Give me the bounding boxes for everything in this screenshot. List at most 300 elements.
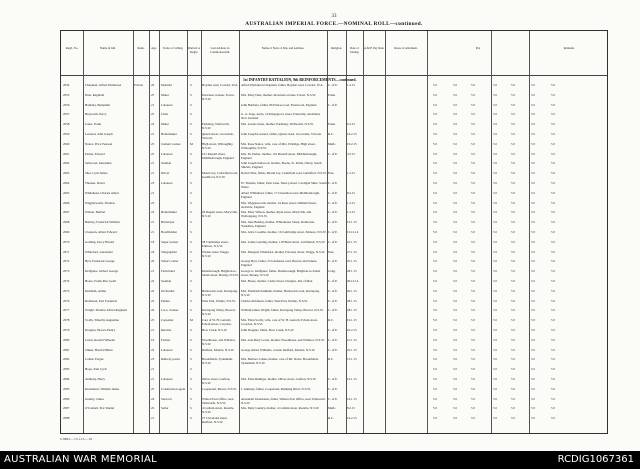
column-header: Religion. xyxy=(330,47,343,50)
cell-pay: 5 0 xyxy=(453,249,457,254)
cell-kin: Mrs. M. Parker, mother, 101 Russell street, Middlesbrough, England xyxy=(241,151,317,160)
cell-pay: 5 0 xyxy=(551,122,555,127)
cell-name: Tinker, Harold Hilton xyxy=(85,347,113,352)
cell-addr: Mount Joy, Cedarfield road, Guildford, N.S.W. xyxy=(202,171,238,180)
table-row xyxy=(61,250,609,258)
cell-pay: 5 0 xyxy=(433,318,437,323)
table-row xyxy=(61,269,609,277)
cell-pay: 5 0 xyxy=(453,386,457,391)
cell-pay: 5 0 xyxy=(471,83,475,87)
nominal-roll-sheet xyxy=(60,14,608,444)
cell-pay: 5 0 xyxy=(511,132,515,136)
table-row xyxy=(61,367,609,375)
cell-ms: S xyxy=(190,416,192,421)
cell-age: 25 xyxy=(151,92,155,97)
cell-date: 19.2.15 xyxy=(347,141,357,146)
cell-kin: Mrs. Lizzie Golding, mother, 118 Bond street, Leichhardt, N.S.W. xyxy=(241,239,326,244)
table-row xyxy=(61,181,609,189)
cell-pay: 5 0 xyxy=(551,416,555,421)
column-header: Rank. xyxy=(137,47,145,50)
column-header: A.M.F. Pay Rate xyxy=(363,47,384,50)
cell-pay: 5 0 xyxy=(471,220,475,225)
cell-pay: 5 0 xyxy=(493,92,497,97)
page-title: AUSTRALIAN IMPERIAL FORCE.—NOMINAL ROLL—continued. xyxy=(245,21,423,27)
cell-kin: G. A. Topp, uncle, 10 Kingsgrove street, Ponsonby, Auckland, New Zealand xyxy=(241,112,321,121)
cell-date: 28.1.15 xyxy=(347,308,357,313)
cell-no: 2058 xyxy=(63,122,70,127)
cell-addr: Redfern, Mosbie, N.S.W. xyxy=(202,347,235,352)
cell-pay: 5 0 xyxy=(551,239,555,244)
cell-age: 21 xyxy=(151,161,155,166)
cell-date: 16.1.15 xyxy=(347,396,357,401)
cell-rel: Pres. xyxy=(328,171,335,176)
cell-name: Hanbury, Benjamin xyxy=(85,102,110,107)
cell-no: 2088 xyxy=(63,416,70,421)
cell-pay: 5 0 xyxy=(453,308,457,313)
cell-addr: West End, Ultimo, N.S.W. xyxy=(202,298,236,303)
cell-date: 25.1.15 xyxy=(347,259,357,264)
cell-rel: C. of E. xyxy=(328,181,338,185)
column-header: Date of Joining. xyxy=(349,47,360,54)
cell-rel: R.C. xyxy=(328,357,334,362)
cell-no: 2077 xyxy=(63,308,70,313)
cell-trade: Tailor's cutter xyxy=(161,259,179,264)
cell-addr: Woodhouse, and Windsor, N.S.W. xyxy=(202,337,236,346)
archive-reference: RCDIG1067361 xyxy=(557,454,634,465)
cell-no: 2060 xyxy=(63,141,70,146)
cell-addr: Cooperaud, Morea, N.S.W. xyxy=(202,386,237,391)
cell-pay: 5 0 xyxy=(471,181,475,185)
cell-ms: S xyxy=(190,328,192,332)
cell-pay: 5 0 xyxy=(453,200,457,205)
cell-pay: 5 0 xyxy=(551,230,555,234)
cell-ms: S xyxy=(190,386,192,391)
cell-pay: 5 0 xyxy=(493,181,497,185)
table-row xyxy=(61,93,609,101)
cell-trade: Clerk xyxy=(161,112,169,117)
column-header: Rates of Allotment. xyxy=(394,47,418,50)
cell-pay: 5 0 xyxy=(453,220,457,225)
cell-date: 22.1.15 xyxy=(347,347,357,352)
cell-pay: 5 0 xyxy=(511,318,515,323)
cell-no: 2075 xyxy=(63,288,70,293)
cell-pay: 5 0 xyxy=(453,83,457,87)
cell-age: 26 xyxy=(151,83,155,87)
cell-ms: S xyxy=(190,249,192,254)
cell-pay: 5 0 xyxy=(433,122,437,127)
cell-pay: 5 0 xyxy=(551,259,555,264)
cell-addr: Dunsborough, Brighton-le-Sands street, Botany, N.S.W. xyxy=(202,269,239,278)
cell-addr: Bow Creek, N.S.W. xyxy=(202,328,228,332)
cell-pay: 5 0 xyxy=(531,102,535,107)
cell-trade: Labourer xyxy=(161,181,173,185)
cell-pay: 5 0 xyxy=(433,269,437,274)
cell-no: 2066 xyxy=(63,200,70,205)
cell-pay: 5 0 xyxy=(471,416,475,421)
cell-no: 2069 xyxy=(63,230,70,234)
cell-pay: 5 0 xyxy=(551,220,555,225)
cell-pay: 5 0 xyxy=(471,132,475,136)
cell-pay: 5 0 xyxy=(531,112,535,117)
cell-pay: 5 0 xyxy=(531,259,535,264)
cell-pay: 5 0 xyxy=(433,328,437,332)
cell-kin: George Albert Williams, cousin, Redfern, Mosbie, N.S.W. xyxy=(241,347,316,352)
cell-pay: 5 0 xyxy=(471,112,475,117)
cell-pay: 5 0 xyxy=(551,357,555,362)
cell-date: 3.2.15 xyxy=(347,151,355,156)
cell-pay: 5 0 xyxy=(471,259,475,264)
cell-ms: S xyxy=(190,377,192,381)
print-footnote: C.8693.—15.1.15.—18 xyxy=(60,437,92,441)
cell-pay: 5 0 xyxy=(493,239,497,244)
cell-name: Wright, Thomas Alfred Reginald xyxy=(85,308,127,313)
cell-rel: C. of E. xyxy=(328,190,338,195)
cell-age: 23 xyxy=(151,200,155,205)
cell-pay: 5 0 xyxy=(471,386,475,391)
cell-pay: 5 0 xyxy=(471,269,475,274)
cell-rel: C. of E. xyxy=(328,288,338,293)
page-number: 33 xyxy=(331,14,337,19)
cell-no: 2082 xyxy=(63,357,70,362)
cell-kin: Mrs. Ada Mary Lewis, mother, Woodhouse, and Windsor, N.S.W. xyxy=(241,337,325,342)
cell-kin: Alexander Donaldson, father, Winton Post Office, near Tamworth, N.S.W. xyxy=(241,396,326,405)
table-row xyxy=(61,397,609,405)
cell-name: Scally, Timothy Augustine xyxy=(85,318,119,323)
cell-addr: Inverness avenue, Forest, N.S.W. xyxy=(202,92,235,101)
cell-pay: 5 0 xyxy=(453,288,457,293)
cell-age: 21 xyxy=(151,190,155,195)
cell-date: 21.1.15 xyxy=(347,337,357,342)
cell-pay: 5 0 xyxy=(531,416,535,421)
cell-no: 2081 xyxy=(63,347,70,352)
cell-date: 22.2.15 xyxy=(347,328,357,332)
cell-pay: 5 0 xyxy=(471,210,475,215)
cell-pay: 5 0 xyxy=(471,200,475,205)
table-row xyxy=(61,279,609,287)
cell-pay: 5 0 xyxy=(551,377,555,381)
cell-kin: Mrs. Elizabeth Kirkham, mother, Brunswick road, Kurrajong, N.S.W. xyxy=(241,288,320,297)
cell-pay: 5 0 xyxy=(531,298,535,303)
cell-age: 21 xyxy=(151,367,155,372)
cell-age: 24 xyxy=(151,249,155,254)
cell-name: Dale, Reginald xyxy=(85,92,105,97)
table-row xyxy=(61,83,609,91)
cell-pay: 5 0 xyxy=(551,328,555,332)
cell-pay: 5 0 xyxy=(433,161,437,166)
cell-pay: 5 0 xyxy=(493,151,497,156)
cell-pay: 5 0 xyxy=(433,83,437,87)
cell-pay: 5 0 xyxy=(453,377,457,381)
cell-ms: S xyxy=(190,337,192,342)
cell-rel: R.C. xyxy=(328,416,334,421)
cell-pay: 5 0 xyxy=(493,298,497,303)
cell-pay: 5 0 xyxy=(551,92,555,97)
cell-pay: 5 0 xyxy=(471,279,475,283)
cell-age: 23 xyxy=(151,357,155,362)
cell-trade: Sailor xyxy=(161,406,169,411)
cell-pay: 5 0 xyxy=(493,161,497,166)
cell-pay: 5 0 xyxy=(453,210,457,215)
cell-rel: C. of E. xyxy=(328,308,338,313)
cell-addr: Brookfields, Sydenham, N.S.W. xyxy=(202,357,233,366)
cell-pay: 5 0 xyxy=(471,102,475,107)
cell-kin: John Joseph Leonard, father, Queen street, Grovedale, Victoria xyxy=(241,132,322,136)
cell-ms: M xyxy=(190,141,193,146)
cell-age: 23 xyxy=(151,318,155,323)
cell-kin: Robert Sher, father, Mount Joy, Cedarfield road, Guildford, N.S.W. xyxy=(241,171,327,176)
cell-kin: George Byrt, father, 23 Gladstone road, Barrow-in-Furness, England xyxy=(241,259,318,268)
cell-pay: 5 0 xyxy=(471,298,475,303)
table-row xyxy=(61,210,609,218)
cell-pay: 5 0 xyxy=(531,288,535,293)
cell-pay: 5 0 xyxy=(433,367,437,372)
cell-age: 23 xyxy=(151,181,155,185)
cell-no: 2074 xyxy=(63,279,70,283)
cell-age: 21 xyxy=(151,328,155,332)
cell-name: Kirkham, Arthur xyxy=(85,288,107,293)
cell-pay: 5 0 xyxy=(453,328,457,332)
cell-age: 21 xyxy=(151,230,155,234)
cell-pay: 5 0 xyxy=(433,377,437,381)
cell-pay: 5 0 xyxy=(493,328,497,332)
archive-name: AUSTRALIAN WAR MEMORIAL xyxy=(4,454,157,465)
cell-pay: 5 0 xyxy=(511,386,515,391)
cell-addr: 27 Cleveland street, Redfern, N.S.W. xyxy=(202,416,228,425)
cell-pay: 5 0 xyxy=(511,220,515,225)
cell-date: 19.1.15 xyxy=(347,318,357,323)
cell-rel: C. of E. xyxy=(328,151,338,156)
cell-pay: 5 0 xyxy=(493,220,497,225)
cell-pay: 5 0 xyxy=(511,239,515,244)
cell-trade: Farm hand xyxy=(161,269,175,274)
cell-pay: 5 0 xyxy=(551,347,555,352)
cell-ms: S xyxy=(190,122,192,127)
cell-kin: Mrs. Eliza Rudliger, mother, Oliver street, Grafton, N.S.W. xyxy=(241,377,317,381)
table-row xyxy=(61,191,609,199)
table-row xyxy=(61,348,609,356)
cell-pay: 5 0 xyxy=(493,386,497,391)
cell-pay: 5 0 xyxy=(493,279,497,283)
column-header: Pay xyxy=(475,47,481,50)
table-row xyxy=(61,132,609,140)
cell-addr: Queen street, Grovedale, Victoria xyxy=(202,132,234,140)
cell-pay: 5 0 xyxy=(493,122,497,127)
cell-pay: 5 0 xyxy=(453,367,457,372)
cell-trade: Labourer xyxy=(161,102,173,107)
cell-kin: Mrs. Mary Dale, mother, Inverness avenue, Forest, N.S.W. xyxy=(241,92,316,97)
cell-pay: 5 0 xyxy=(531,161,535,166)
cell-no: 2073 xyxy=(63,269,70,274)
cell-name: Robinson, Earl Frederick xyxy=(85,298,118,303)
cell-trade: Loco. cleaner xyxy=(161,308,179,313)
cell-pay: 5 0 xyxy=(551,102,555,107)
cell-ms: S xyxy=(190,367,192,372)
cell-date: 1.2.15 xyxy=(347,83,355,87)
cell-pay: 5 0 xyxy=(453,298,457,303)
cell-pay: 5 0 xyxy=(471,318,475,323)
cell-pay: 5 0 xyxy=(511,377,515,381)
cell-kin: George G. Delfgauw, father, Dunsborough, Brighton-le-Sands street, Botany, N.S.W. xyxy=(241,269,321,278)
cell-pay: 5 0 xyxy=(531,318,535,323)
cell-rel: C. of E. xyxy=(328,396,338,401)
cell-pay: 5 0 xyxy=(551,210,555,215)
column-header: Married or Single. xyxy=(187,47,201,54)
cell-rel: C. of E. xyxy=(328,328,338,332)
cell-name: Wilson, Herbert xyxy=(85,210,106,215)
cell-kin: Mrs. Mary Wilson, mother, Ryde street, Maryville, and Wollongong, N.S.W. xyxy=(241,210,312,219)
cell-pay: 5 0 xyxy=(493,288,497,293)
cell-kin: Albert Whitehead, father, 17 Clarendon road, Middlesbrough, England xyxy=(241,190,320,199)
cell-pay: 5 0 xyxy=(511,396,515,401)
cell-pay: 5 0 xyxy=(471,190,475,195)
cell-date: 15.12.14 xyxy=(347,230,359,234)
cell-pay: 5 0 xyxy=(433,151,437,156)
cell-pay: 5 0 xyxy=(511,92,515,97)
cell-date: 16.2.15 xyxy=(347,132,357,136)
cell-trade: Bricklayer xyxy=(161,220,175,225)
cell-pay: 5 0 xyxy=(551,318,555,323)
table-row xyxy=(61,338,609,346)
cell-pay: 5 0 xyxy=(433,386,437,391)
cell-name: Wigglesworth, Thomas xyxy=(85,200,115,205)
cell-age: 26 xyxy=(151,308,155,313)
cell-pay: 5 0 xyxy=(433,347,437,352)
cell-name: Bentley, Frederick William xyxy=(85,220,120,225)
cell-pay: 5 0 xyxy=(511,406,515,411)
table-row xyxy=(61,142,609,150)
cell-pay: 5 0 xyxy=(551,406,555,411)
cell-no: 2062 xyxy=(63,161,70,166)
cell-addr: 4 Cadlam street, Rozelle, N.S.W. xyxy=(202,406,235,415)
cell-kin: William James Wright, father, Kurrajong Valley, Bowral, N.S.W. xyxy=(241,308,324,313)
cell-name: Lewis, Ronald Wheeler xyxy=(85,337,116,342)
cell-pay: 5 0 xyxy=(433,132,437,136)
cell-name: Sellwood, Alexander xyxy=(85,161,112,166)
cell-name: Whitehead, Charles Albert xyxy=(85,190,119,195)
cell-age: 21 xyxy=(151,171,155,176)
cell-pay: 5 0 xyxy=(471,357,475,362)
cell-rel: C. of E. xyxy=(328,239,338,244)
cell-pay: 5 0 xyxy=(531,337,535,342)
cell-pay: 5 0 xyxy=(531,347,535,352)
column-header: Age. xyxy=(151,47,157,50)
cell-rel: C. of E. xyxy=(328,83,338,87)
cell-pay: 5 0 xyxy=(433,357,437,362)
cell-name: Jones, Frank xyxy=(85,122,102,127)
cell-pay: 5 0 xyxy=(531,220,535,225)
cell-no: 2084 xyxy=(63,377,70,381)
cell-age: 22 xyxy=(151,347,155,352)
cell-date: 29.12.14 xyxy=(347,279,359,283)
cell-pay: 5 0 xyxy=(453,92,457,97)
cell-date: 8.2.15 xyxy=(347,406,355,411)
cell-pay: 5 0 xyxy=(493,416,497,421)
cell-pay: 5 0 xyxy=(433,279,437,283)
cell-addr: Care of W. H. Gartrell, Edwin street, Croydon, xyxy=(202,318,232,327)
cell-rel: C. of E. xyxy=(328,200,338,205)
cell-pay: 5 0 xyxy=(511,367,515,372)
cell-rel: C. of E. xyxy=(328,230,338,234)
cell-ms: S xyxy=(190,83,192,87)
cell-pay: 5 0 xyxy=(433,112,437,117)
cell-addr: Wadde street, Waggs, N.S.W. xyxy=(202,249,230,258)
cell-age: 21 xyxy=(151,102,155,107)
cell-no: 2085 xyxy=(63,386,70,391)
cell-pay: 5 0 xyxy=(511,279,515,283)
cell-date: 22.1.15 xyxy=(347,239,357,244)
cell-trade: Miner xyxy=(161,122,169,127)
cell-trade: Sugar worker xyxy=(161,239,179,244)
cell-pay: 5 0 xyxy=(511,269,515,274)
cell-ms: S xyxy=(190,279,192,283)
cell-addr: 101 Russell street, Middlesbrough, England xyxy=(202,151,234,160)
cell-pay: 5 0 xyxy=(511,328,515,332)
cell-kin: Mrs. Ellen Scally, wife, care of W. H. Gartrell, Edwin street, Croydon, N.S.W. xyxy=(241,318,318,327)
cell-pay: 5 0 xyxy=(433,249,437,254)
cell-ms: S xyxy=(190,269,192,274)
cell-pay: 5 0 xyxy=(531,181,535,185)
cell-name: Cohen, Fergus xyxy=(85,357,104,362)
cell-pay: 5 0 xyxy=(493,406,497,411)
cell-trade: Cement worker xyxy=(161,141,181,146)
cell-date: 1.2.15 xyxy=(347,200,355,205)
cell-pay: 5 0 xyxy=(471,328,475,332)
cell-pay: 5 0 xyxy=(493,367,497,372)
cell-pay: 5 0 xyxy=(493,347,497,352)
cell-ms: S xyxy=(190,406,192,411)
cell-trade: Boilermaker xyxy=(161,132,177,136)
cell-trade: Labourer xyxy=(161,347,173,352)
cell-pay: 5 0 xyxy=(471,92,475,97)
cell-pay: 5 0 xyxy=(453,161,457,166)
cell-pay: 5 0 xyxy=(453,318,457,323)
table-row xyxy=(61,299,609,307)
cell-pay: 5 0 xyxy=(433,200,437,205)
cell-addr: Parkburg, Wellworth, N.S.W. xyxy=(202,122,230,131)
cell-name: Gundry, James xyxy=(85,396,104,401)
cell-trade: Steward xyxy=(161,396,172,401)
cell-date: 1.2.15 xyxy=(347,210,355,215)
cell-trade: Reroller xyxy=(161,328,172,332)
cell-no: 2078 xyxy=(63,318,70,323)
cell-pay: 5 0 xyxy=(531,141,535,146)
cell-pay: 5 0 xyxy=(531,279,535,283)
cell-name: Nance, Price Pearson xyxy=(85,141,113,146)
cell-pay: 5 0 xyxy=(511,298,515,303)
cell-ms: M xyxy=(190,318,193,323)
cell-pay: 5 0 xyxy=(551,181,555,185)
cell-pay: 5 0 xyxy=(551,386,555,391)
cell-pay: 5 0 xyxy=(511,337,515,342)
cell-pay: 5 0 xyxy=(551,308,555,313)
cell-pay: 5 0 xyxy=(453,279,457,283)
cell-ms: S xyxy=(190,161,192,166)
cell-ms: S xyxy=(190,220,192,225)
cell-pay: 5 0 xyxy=(511,347,515,352)
cell-pay: 5 0 xyxy=(511,416,515,421)
cell-age: 22 xyxy=(151,298,155,303)
cell-pay: 5 0 xyxy=(511,288,515,293)
cell-pay: 5 0 xyxy=(551,171,555,176)
cell-pay: 5 0 xyxy=(471,367,475,372)
table-row xyxy=(61,220,609,228)
cell-pay: 5 0 xyxy=(433,239,437,244)
cell-age: 18 xyxy=(151,239,155,244)
cell-age: 25 xyxy=(151,112,155,117)
cell-kin: Mrs. Margaret Whiteford, mother, Falconer street, Waggs, N.S.W. xyxy=(241,249,326,254)
cell-no: 2070 xyxy=(63,239,70,244)
cell-pay: 5 0 xyxy=(511,259,515,264)
